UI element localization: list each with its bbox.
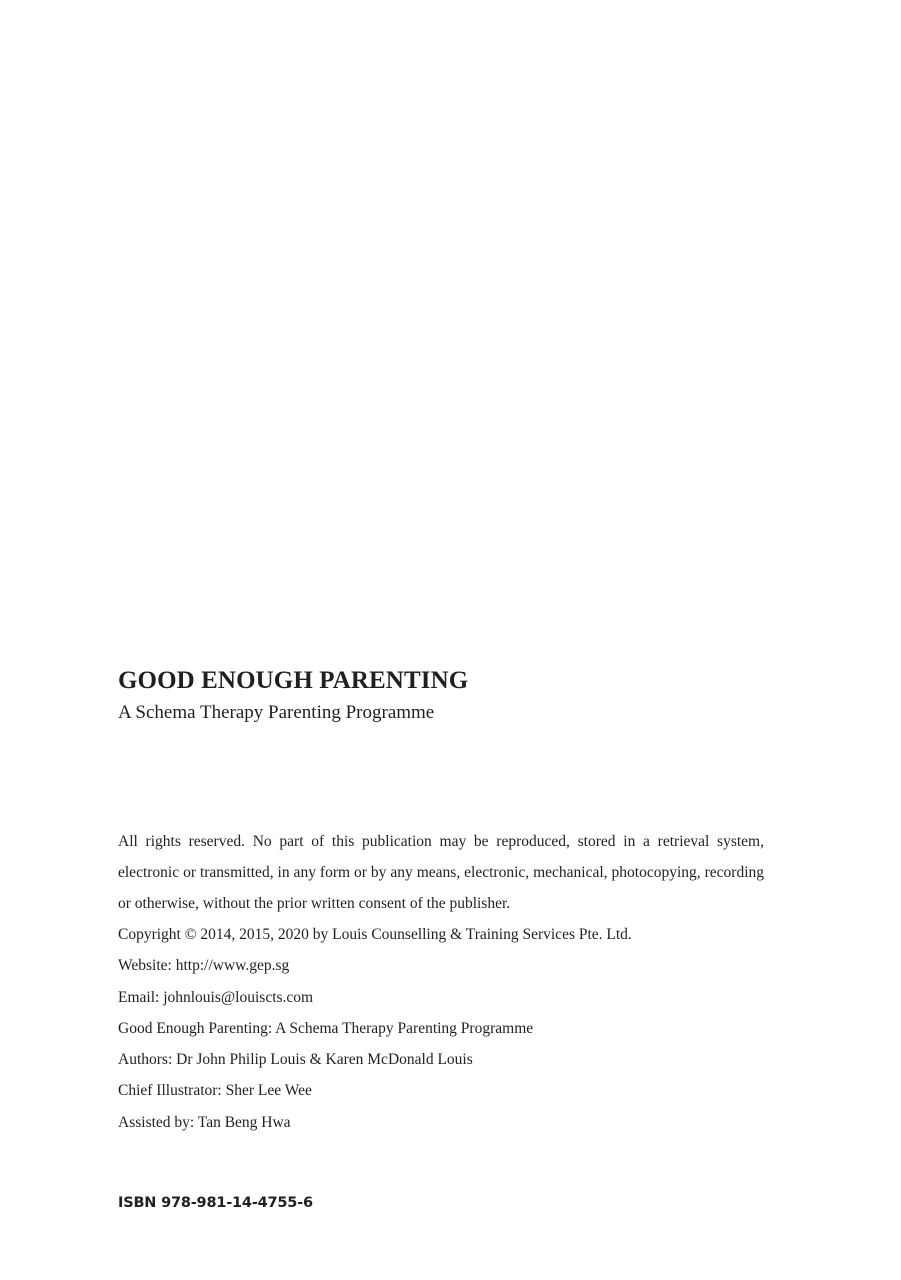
book-title: GOOD ENOUGH PARENTING (118, 667, 469, 694)
illustrator-line: Chief Illustrator: Sher Lee Wee (118, 1082, 312, 1100)
email-line: Email: johnlouis@louiscts.com (118, 988, 314, 1006)
assisted-by-line: Assisted by: Tan Beng Hwa (118, 1113, 291, 1131)
full-title-line: Good Enough Parenting: A Schema Therapy Parenting Programme (118, 1019, 534, 1037)
authors-line: Authors: Dr John Philip Louis & Karen McDonald Louis (118, 1051, 473, 1069)
legal-notice (118, 826, 764, 1138)
rights-notice: All rights reserved. No part of this publication may be reproduced, stored in a retrieval system, electronic or transmitted, in any form or by any means, electronic, mechanical, photocopying, recording or otherwise, without the prior written consent of the publisher. (118, 833, 764, 912)
book-subtitle: A Schema Therapy Parenting Programme (118, 702, 435, 723)
website-line: Website: http://www.gep.sg (118, 957, 290, 975)
copyright-line: Copyright © 2014, 2015, 2020 by Louis Counselling & Training Services Pte. Ltd. (118, 926, 632, 943)
isbn: ISBN 978-981-14-4755-6 (118, 1195, 313, 1211)
title-block (118, 664, 778, 728)
